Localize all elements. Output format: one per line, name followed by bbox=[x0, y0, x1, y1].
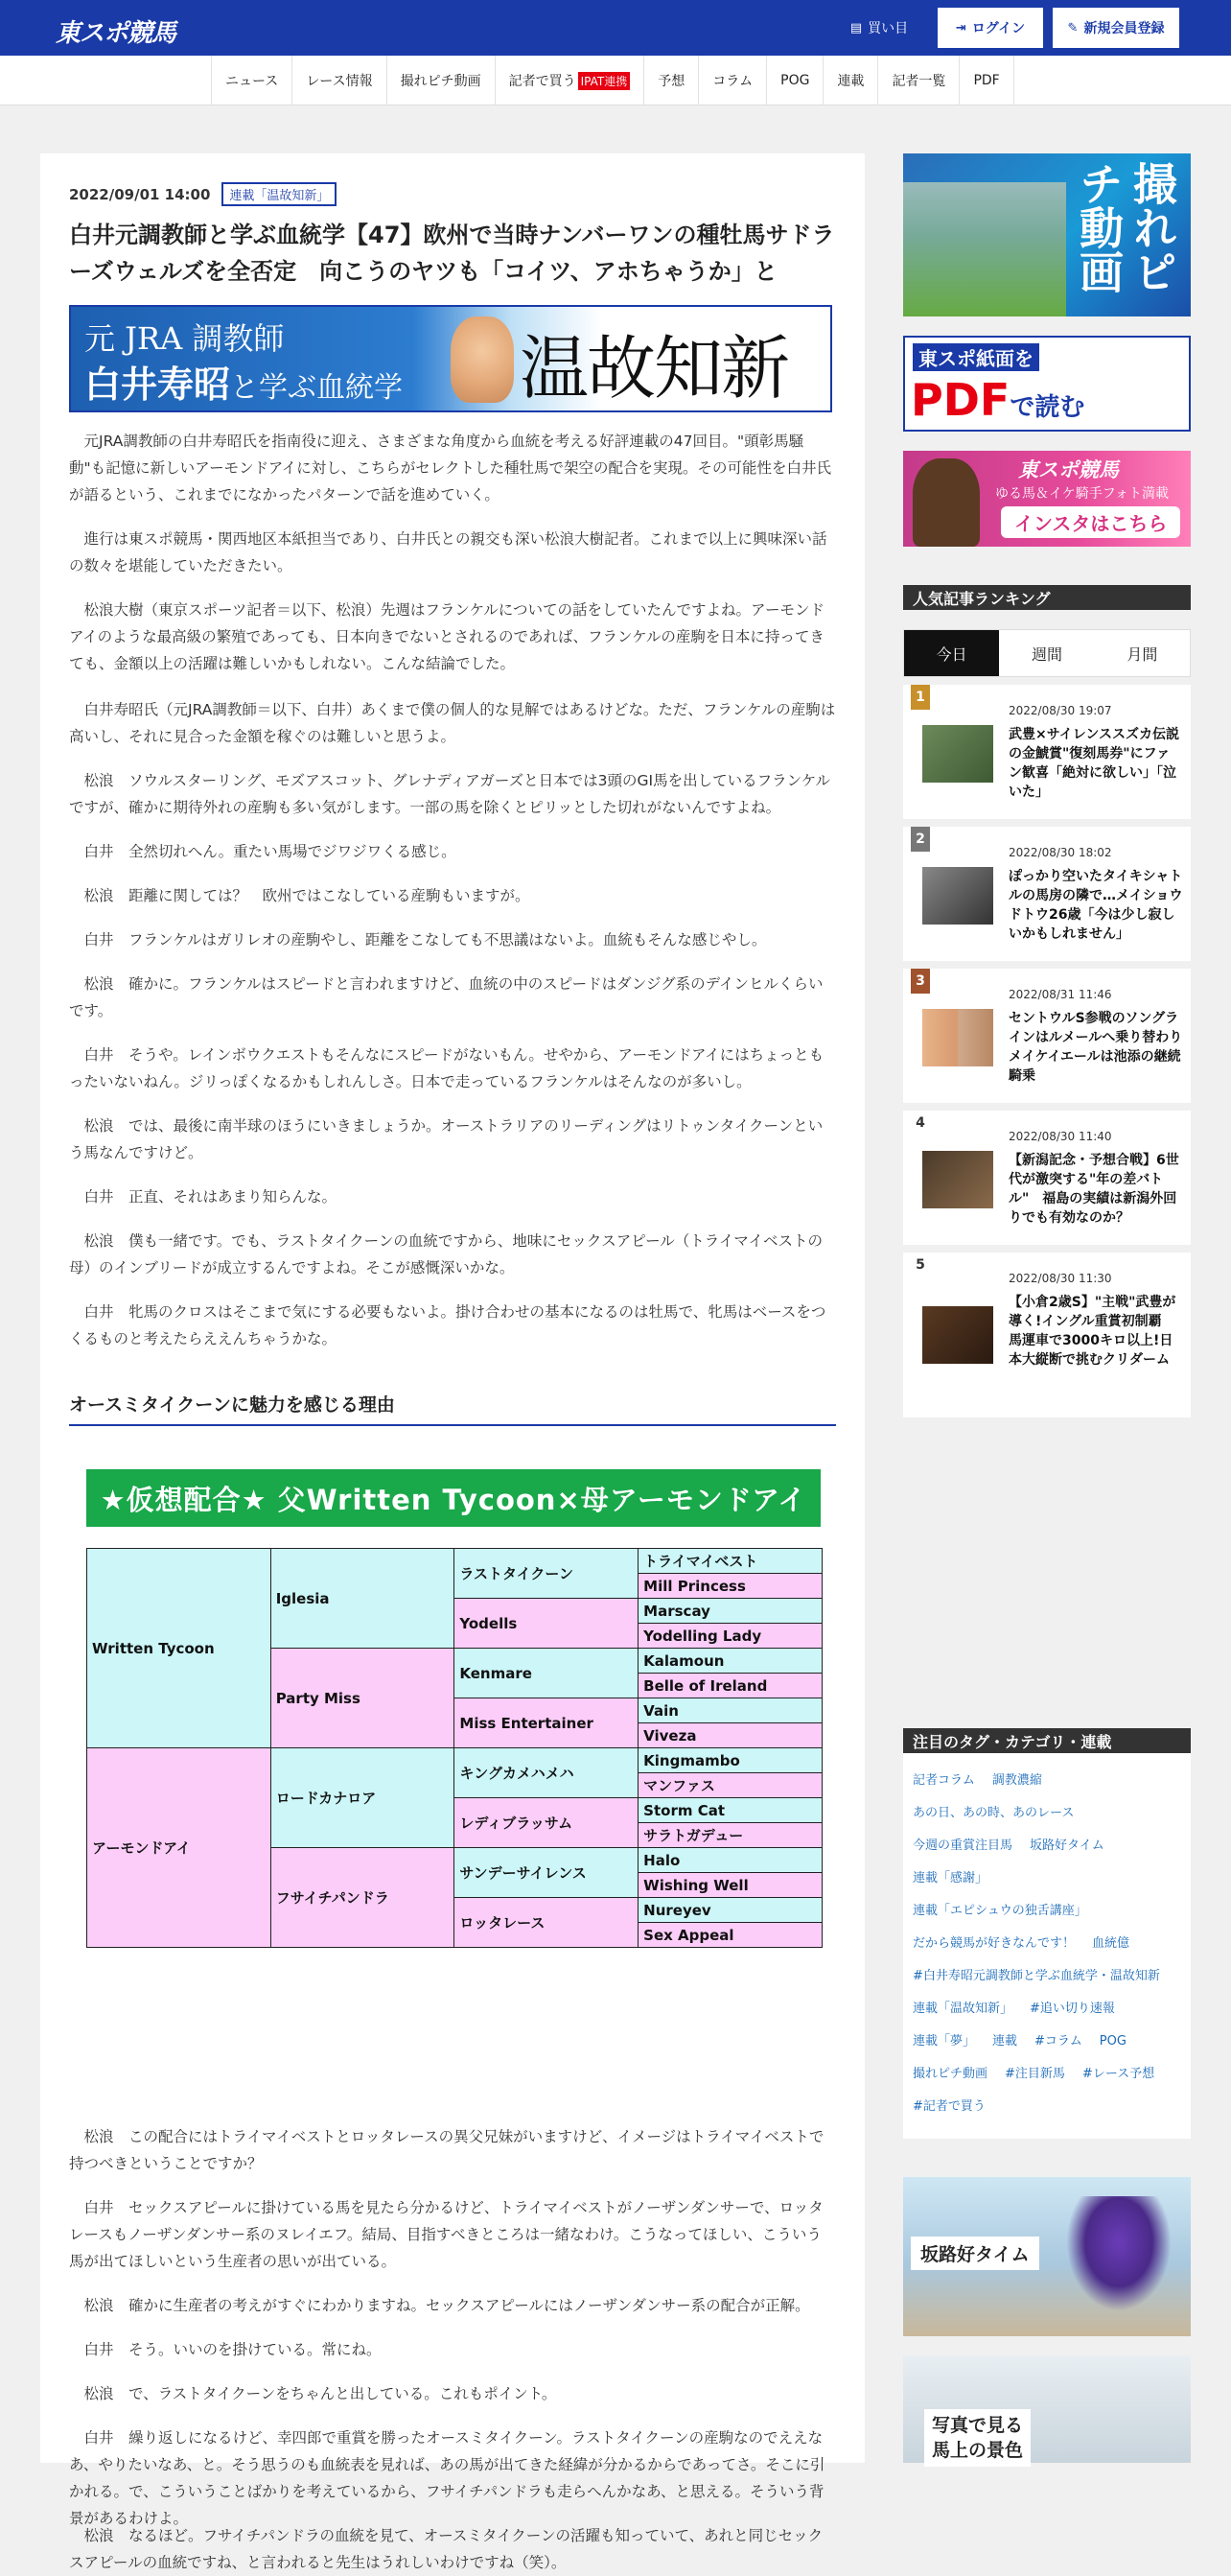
article-paragraph: 松浪 では、最後に南半球のほうにいきましょうか。オーストラリアのリーディングはリトゥンタイクーンという馬なんですけど。 bbox=[69, 1117, 824, 1161]
banner-line1: 元 JRA 調教師 bbox=[84, 320, 285, 357]
ipat-badge: IPAT連携 bbox=[578, 72, 631, 90]
tag-link[interactable]: #注目新馬 bbox=[1005, 2067, 1065, 2081]
pedigree-cell: Halo bbox=[639, 1848, 823, 1873]
tag-link[interactable]: 連載「エピシュウの独舌講座」 bbox=[913, 1904, 1087, 1918]
tab-monthly[interactable]: 月間 bbox=[1126, 644, 1158, 664]
insta-ad-title: 東スポ競馬 bbox=[1018, 458, 1119, 481]
tag-line bbox=[913, 1862, 1181, 1895]
tag-link[interactable]: #白井寿昭元調教師と学ぶ血統学・温故知新 bbox=[913, 1969, 1160, 1983]
article-paragraph: 松浪 確かに生産者の考えがすぐにわかりますね。セックスアピールにはノーザンダンサー系の配合が正解。 bbox=[83, 2297, 810, 2314]
tag-link[interactable]: POG bbox=[1099, 2034, 1126, 2049]
section-heading: オースミタイクーンに魅力を感じる理由 bbox=[69, 1391, 836, 1426]
article-title: 白井元調教師と学ぶ血統学【47】欧州で当時ナンバーワンの種牡馬サドラーズウェルズを全否定 向こうのヤツも「コイツ、アホちゃうか」と bbox=[69, 222, 835, 285]
ranking-title: 【小倉2歳S】"主戦"武豊が導く!イングル重賞初制覇 馬運車で3000キロ以上!日本大縦断で挑むクリダーム bbox=[1009, 1295, 1176, 1368]
video-ad-banner[interactable] bbox=[903, 153, 1191, 316]
tag-link[interactable]: 連載「感謝」 bbox=[913, 1871, 988, 1885]
pedigree-cell: トライマイベスト bbox=[639, 1549, 823, 1574]
article-paragraph: 白井 フランケルはガリレオの産駒やし、距離をこなしても不思議はないよ。血統もそんな感じやし。 bbox=[83, 931, 767, 948]
ranking-date: 2022/08/30 11:30 bbox=[1009, 1272, 1112, 1285]
pedigree-cell: Mill Princess bbox=[639, 1574, 823, 1599]
pedigree-cell: キングカメハメハ bbox=[454, 1748, 639, 1798]
photo-view-label-1: 写真で見る bbox=[932, 2415, 1024, 2436]
article-meta bbox=[69, 182, 337, 206]
article-paragraph: 白井寿昭氏（元JRA調教師＝以下、白井）あくまで僕の個人的な見解ではあるけどな。ただ、フランケルの産駒は高いし、それに見合った金額を稼ぐのは難しいと思うよ。 bbox=[69, 701, 836, 745]
pedigree-cell: Nureyev bbox=[639, 1898, 823, 1923]
ranking-tabs bbox=[903, 629, 1191, 677]
nav-item-pog[interactable]: POG bbox=[766, 56, 823, 105]
article-paragraph: 松浪 なるほど。フサイチパンドラの血統を見て、オースミタイクーンの活躍も知っていて、あれと同じセックスアピールの血統ですね、と言われると先生はうれしいわけですね（笑）。 bbox=[69, 2527, 824, 2571]
pedigree-cell: Belle of Ireland bbox=[639, 1674, 823, 1698]
photo-view-label bbox=[924, 2409, 1031, 2467]
pedigree-cell: Miss Entertainer bbox=[454, 1698, 639, 1748]
tag-link[interactable]: #コラム bbox=[1034, 2034, 1082, 2049]
pdf-ad-suffix: で読む bbox=[1010, 393, 1085, 422]
instagram-ad-banner[interactable] bbox=[903, 451, 1191, 547]
tag-link[interactable]: 今週の重賞注目馬 bbox=[913, 1838, 1013, 1853]
main-nav bbox=[0, 56, 1231, 105]
pedigree-cell: フサイチパンドラ bbox=[270, 1848, 454, 1948]
article-paragraph: 松浪 で、ラストタイクーンをちゃんと出している。これもポイント。 bbox=[83, 2385, 557, 2402]
login-label: ログイン bbox=[971, 21, 1026, 36]
nav-item-reporters[interactable]: 記者一覧 bbox=[877, 56, 959, 105]
pedigree-cell: サンデーサイレンス bbox=[454, 1848, 639, 1898]
rank-badge: 4 bbox=[911, 1111, 930, 1136]
pedigree-cell: Storm Cat bbox=[639, 1798, 823, 1823]
pedigree-table bbox=[86, 1548, 823, 1948]
article-paragraph: 松浪 ソウルスターリング、モズアスコット、グレナディアガーズと日本では3頭のGⅠ馬を出しているフランケルですが、確かに期待外れの産駒も多い気がします。一部の馬を除くとピリッとした切れがないんですよね。 bbox=[69, 772, 831, 816]
rank-badge: 3 bbox=[911, 969, 930, 994]
pedigree-cell: Kenmare bbox=[454, 1649, 639, 1698]
top-header bbox=[0, 0, 1231, 56]
login-button[interactable] bbox=[938, 8, 1043, 48]
photo-view-label-2: 馬上の景色 bbox=[932, 2440, 1024, 2461]
ranking-heading: 人気記事ランキング bbox=[903, 585, 1191, 610]
kaime-label: 買い目 bbox=[868, 21, 909, 36]
pedigree-cell: サラトガデュー bbox=[639, 1823, 823, 1848]
ranking-date: 2022/08/31 11:46 bbox=[1009, 988, 1112, 1001]
article-paragraph: 松浪 距離に関しては？ 欧州ではこなしている産駒もいますが。 bbox=[83, 887, 530, 904]
pedigree-dam: アーモンドアイ bbox=[87, 1748, 271, 1948]
article-paragraph: 松浪 確かに。フランケルはスピードと言われますけど、血統の中のスピードはダンジグ系のデインヒルくらいです。 bbox=[69, 975, 824, 1019]
nav-list bbox=[211, 56, 1014, 105]
banner-big-title: 温故知新 bbox=[520, 328, 789, 409]
horse-photo bbox=[913, 458, 980, 547]
insta-ad-button: インスタはこちら bbox=[1001, 506, 1180, 538]
nav-item-pdf[interactable]: PDF bbox=[959, 56, 1013, 105]
pdf-ad-big bbox=[911, 376, 1084, 432]
login-icon: ⇥ bbox=[955, 20, 966, 35]
article-paragraph: 白井 正直、それはあまり知らんな。 bbox=[83, 1188, 337, 1206]
article-paragraph: 松浪 僕も一緒です。でも、ラストタイクーンの血統ですから、地味にセックスアピール（トライマイベストの母）のインブリードが成立するんですよね。そこが感慨深いかな。 bbox=[69, 1232, 824, 1276]
nav-item-race-info[interactable]: レース情報 bbox=[291, 56, 385, 105]
rank-badge: 5 bbox=[911, 1253, 930, 1277]
pedigree-cell: レディブラッサム bbox=[454, 1798, 639, 1848]
banner-line2 bbox=[84, 355, 403, 408]
article-paragraph: 松浪 この配合にはトライマイベストとロッタレースの異父兄妹がいますけど、イメージはトライマイベストで持つべきということですか？ bbox=[69, 2128, 825, 2172]
site-logo[interactable]: 東スポ競馬 bbox=[56, 19, 176, 48]
pdf-ad-pdf: PDF bbox=[911, 374, 1010, 426]
ranking-thumbnail bbox=[922, 1306, 993, 1364]
ranking-item[interactable] bbox=[903, 827, 1191, 961]
series-banner bbox=[69, 305, 832, 412]
edit-icon: ✎ bbox=[1067, 20, 1079, 35]
register-button[interactable] bbox=[1053, 8, 1179, 48]
article-paragraph: 白井 セックスアピールに掛けている馬を見たら分かるけど、トライマイベストがノーザンダンサーで、ロッタレースもノーザンダンサー系のヌレイエフ。結局、目指すべきところは一緒なわけ。こうなってほしい、こういう馬が出てほしいという生産者の思いが出ている。 bbox=[69, 2199, 824, 2270]
kaime-button[interactable] bbox=[842, 8, 917, 48]
tag-link[interactable]: 坂路好タイム bbox=[1030, 1838, 1104, 1853]
ranking-item[interactable] bbox=[903, 685, 1191, 819]
tag-line bbox=[913, 2091, 1181, 2123]
tag-link[interactable]: 撮れピチ動画 bbox=[913, 2067, 988, 2081]
pedigree-cell: Wishing Well bbox=[639, 1873, 823, 1898]
tag-link[interactable]: 調教濃縮 bbox=[991, 1773, 1042, 1788]
pedigree-cell: Kalamoun bbox=[639, 1649, 823, 1674]
tag-link[interactable]: 連載「温故知新」 bbox=[913, 2002, 1013, 2016]
tab-weekly[interactable]: 週間 bbox=[1031, 644, 1062, 664]
ranking-date: 2022/08/30 11:40 bbox=[1009, 1130, 1112, 1143]
tab-today[interactable]: 今日 bbox=[904, 630, 999, 676]
ranking-title: 【新潟記念・予想合戦】6世代が激突する"年の差バトル" 福島の実績は新潟外回りでも有効なのか？ bbox=[1009, 1153, 1179, 1226]
race-photo bbox=[903, 182, 1066, 316]
pedigree-cell: Vain bbox=[639, 1698, 823, 1723]
article-paragraph: 白井 そうや。レインボウクエストもそんなにスピードがないもん。せやから、アーモンドアイにはちょっともったいないねん。ジリっぽくなるかもしれんしさ。日本で走っているフランケルはそんなのが多いし。 bbox=[69, 1046, 825, 1090]
ranking-thumbnail bbox=[922, 725, 993, 783]
tag-link[interactable]: 記者コラム bbox=[913, 1773, 975, 1788]
pedigree-cell: Marscay bbox=[639, 1599, 823, 1624]
tag-link[interactable]: 血統億 bbox=[1092, 1936, 1130, 1951]
pdf-ad-banner[interactable] bbox=[903, 336, 1191, 432]
tag-line bbox=[913, 1830, 1181, 1862]
pedigree-cell: ロードカナロア bbox=[270, 1748, 454, 1848]
tag-link[interactable]: 連載 bbox=[992, 2034, 1018, 2049]
article bbox=[40, 153, 865, 2571]
banner-name: 白井寿昭 bbox=[84, 363, 231, 406]
ticket-icon: ▤ bbox=[849, 20, 863, 35]
article-paragraph: 松浪大樹（東京スポーツ記者＝以下、松浪）先週はフランケルについての話をしていたんですよね。アーモンドアイのような最高級の繁殖であっても、日本向きでないとされるのであれば、フランケルの産駒を日本に持ってきても、金額以上の活躍は難しいかもしれない。こんな結論でした。 bbox=[69, 601, 825, 672]
tag-list bbox=[903, 1753, 1191, 2139]
tag-link[interactable]: 連載「夢」 bbox=[913, 2034, 976, 2049]
tag-line bbox=[913, 1993, 1181, 2026]
ranking-thumbnail bbox=[922, 1009, 993, 1066]
insta-ad-sub: ゆる馬＆イケ騎手フォト満載 bbox=[995, 486, 1170, 502]
hill-training-label: 坂路好タイム bbox=[911, 2236, 1039, 2270]
pedigree-cell: Viveza bbox=[639, 1723, 823, 1748]
nav-item-reporter-bet-label: 記者で買う bbox=[508, 74, 576, 89]
article-paragraph: 元JRA調教師の白井寿昭氏を指南役に迎え、さまざまな角度から血統を考える好評連載の47回目。"頭彰馬騒動"も記憶に新しいアーモンドアイに対し、こちらがセレクトした種牡馬で架空の配合を実現。その可能性を白井氏が語るという、これまでになかったパターンで話を進めていく。 bbox=[69, 433, 831, 503]
tag-link[interactable]: だから競馬が好きなんです！ bbox=[913, 1936, 1076, 1951]
article-paragraph: 白井 牝馬のクロスはそこまで気にする必要もないよ。掛け合わせの基本になるのは牡馬で、牝馬はベースをつくるものと考えたらええんちゃうかな。 bbox=[69, 1303, 826, 1347]
nav-item-video[interactable]: 撮れピチ動画 bbox=[386, 56, 495, 105]
ranking-thumbnail bbox=[922, 1151, 993, 1208]
pedigree-cell: ラストタイクーン bbox=[454, 1549, 639, 1599]
pedigree-cell: Iglesia bbox=[270, 1549, 454, 1649]
ranking-item[interactable] bbox=[903, 969, 1196, 1103]
tag-line bbox=[913, 1765, 1181, 1797]
nav-item-reporter-bet[interactable] bbox=[495, 56, 644, 105]
ranking-thumbnail bbox=[922, 867, 993, 925]
jockey-photo bbox=[1066, 2196, 1172, 2311]
rank-badge: 1 bbox=[911, 685, 930, 710]
tag-line bbox=[913, 1895, 1181, 1928]
tags-heading: 注目のタグ・カテゴリ・連載 bbox=[903, 1728, 1191, 1753]
tag-link[interactable]: #記者で買う bbox=[913, 2099, 986, 2114]
nav-item-prediction[interactable]: 予想 bbox=[643, 56, 698, 105]
pdf-ad-top: 東スポ紙面を bbox=[913, 343, 1039, 371]
nav-item-news[interactable]: ニュース bbox=[211, 56, 291, 105]
nav-item-series[interactable]: 連載 bbox=[823, 56, 877, 105]
ranking-item[interactable] bbox=[903, 1111, 1191, 1245]
ranking-date: 2022/08/30 18:02 bbox=[1009, 846, 1112, 859]
pedigree-cell: ロッタレース bbox=[454, 1898, 639, 1948]
article-paragraph: 進行は東スポ競馬・関西地区本紙担当であり、白井氏との親交も深い松浪大樹記者。これまで以上に興味深い話の数々を堪能していただきたい。 bbox=[69, 530, 827, 574]
ranking-title: セントウルS参戦のソングラインはルメールへ乗り替わり メイケイエールは池添の継続騎乗 bbox=[1009, 1011, 1196, 1084]
pedigree-cell: Yodelling Lady bbox=[639, 1624, 823, 1649]
article-paragraph: 白井 繰り返しになるけど、幸四郎で重賞を勝ったオースミタイクーン。ラストタイクーンの産駒なのでええなあ、やりたいなあ、と。そう思うのも血統表を見れば、あの馬が出てきた経緯が分かるからであってさ。そこに引かれる。で、こういうことばかりを考えているから、フサイチパンドラも走らへんかなあ、と思える。そういう背景があるわけよ。 bbox=[69, 2429, 825, 2527]
tag-line bbox=[913, 1928, 1181, 1960]
ranking-item[interactable] bbox=[903, 1253, 1191, 1417]
tag-line bbox=[913, 1797, 1181, 1830]
hill-training-ad[interactable] bbox=[903, 2177, 1191, 2336]
portrait-image bbox=[451, 316, 514, 403]
ranking-title: 武豊×サイレンススズカ伝説の金鯱賞"復刻馬券"にファン歓喜「絶対に欲しい」「泣いた」 bbox=[1009, 727, 1179, 800]
pedigree-cell: Party Miss bbox=[270, 1649, 454, 1748]
tag-link[interactable]: #追い切り速報 bbox=[1030, 2002, 1115, 2016]
tag-line bbox=[913, 2026, 1181, 2058]
ranking-date: 2022/08/30 19:07 bbox=[1009, 704, 1112, 717]
tag-link[interactable]: あの日、あの時、あのレース bbox=[913, 1806, 1075, 1820]
series-tag[interactable]: 連載「温故知新」 bbox=[221, 182, 337, 206]
tag-line bbox=[913, 1960, 1181, 1993]
tag-line bbox=[913, 2058, 1181, 2091]
nav-item-column[interactable]: コラム bbox=[698, 56, 766, 105]
ranking-title: ぽっかり空いたタイキシャトルの馬房の隣で…メイショウドトウ26歳「今は少し寂しいかもしれません」 bbox=[1009, 869, 1183, 942]
photo-view-ad[interactable] bbox=[903, 2355, 1191, 2463]
pedigree-cell: Sex Appeal bbox=[639, 1923, 823, 1948]
video-ad-text: 撮れピチ動画 bbox=[1073, 161, 1178, 293]
rank-badge: 2 bbox=[911, 827, 930, 852]
article-paragraph: 白井 そう。いいのを掛けている。常にね。 bbox=[83, 2341, 382, 2358]
register-label: 新規会員登録 bbox=[1083, 21, 1165, 36]
pedigree-cell: Kingmambo bbox=[639, 1748, 823, 1773]
tag-link[interactable]: #レース予想 bbox=[1081, 2067, 1155, 2081]
banner-subtitle: と学ぶ血統学 bbox=[230, 371, 404, 405]
pedigree-title: ★仮想配合★ 父Written Tycoon×母アーモンドアイ bbox=[86, 1469, 821, 1527]
article-paragraph: 白井 全然切れへん。重たい馬場でジワジワくる感じ。 bbox=[83, 843, 456, 860]
article-date: 2022/09/01 14:00 bbox=[69, 185, 211, 203]
pedigree-sire: Written Tycoon bbox=[87, 1549, 271, 1748]
pedigree-cell: マンファス bbox=[639, 1773, 823, 1798]
pedigree-cell: Yodells bbox=[454, 1599, 639, 1649]
